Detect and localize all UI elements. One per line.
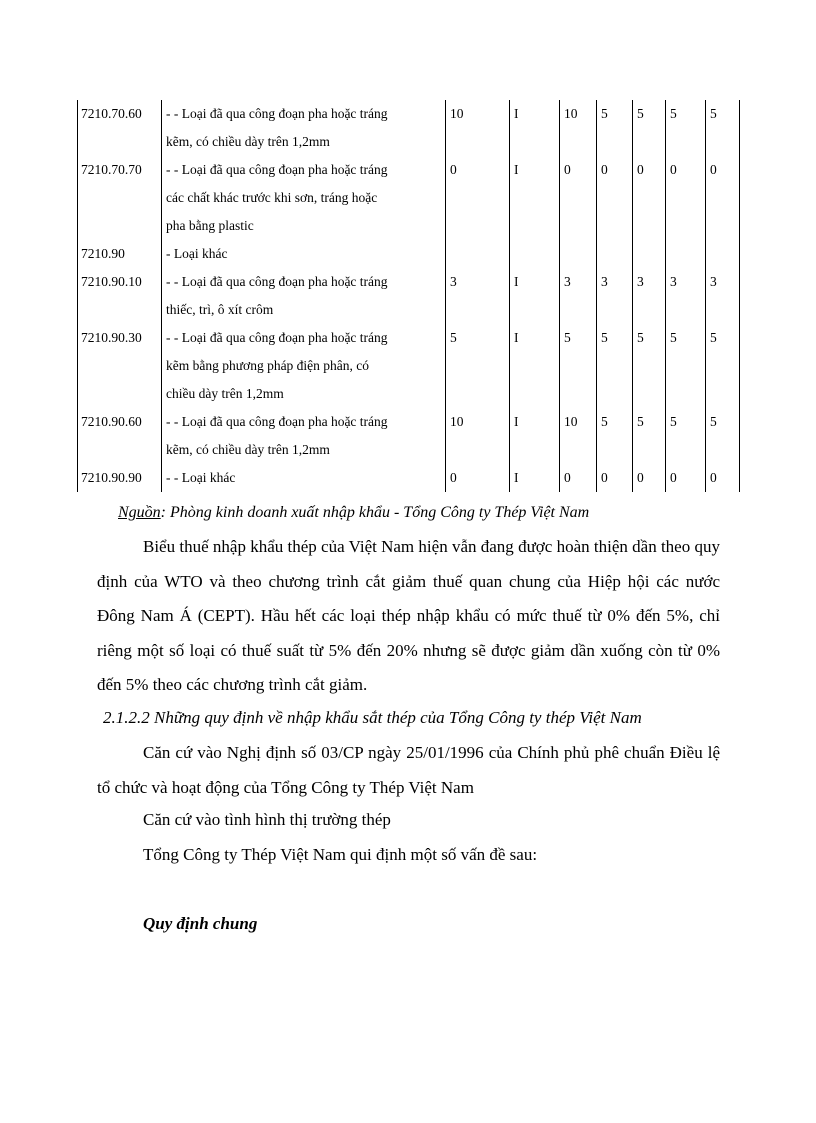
hs-code-cell: 7210.90.30 [78, 324, 162, 408]
hs-code-cell: 7210.70.60 [78, 100, 162, 156]
rate-cell: I [510, 408, 560, 464]
rate-cell: 5 [666, 100, 706, 156]
description-cell [162, 268, 446, 324]
description-cell [162, 324, 446, 408]
rate-cell: 0 [706, 464, 740, 492]
rate-cell: 5 [666, 408, 706, 464]
description-line: pha bằng plastic [166, 218, 254, 233]
table-row [78, 156, 740, 240]
rate-cell: 0 [666, 156, 706, 240]
rate-cell [446, 240, 510, 268]
description-line: kẽm, có chiều dày trên 1,2mm [166, 134, 330, 149]
description-cell [162, 408, 446, 464]
rate-cell: 0 [446, 464, 510, 492]
general-rules-heading: Quy định chung [143, 914, 258, 933]
rate-cell: 10 [446, 408, 510, 464]
rate-cell: 10 [560, 100, 597, 156]
description-line: - - Loại đã qua công đoạn pha hoặc tráng [166, 274, 388, 289]
rate-cell: 0 [560, 464, 597, 492]
source-note [118, 503, 589, 523]
description-cell [162, 156, 446, 240]
rate-cell: 3 [706, 268, 740, 324]
rate-cell: 5 [560, 324, 597, 408]
rate-cell: I [510, 464, 560, 492]
rate-cell: 10 [446, 100, 510, 156]
rate-cell: 0 [633, 464, 666, 492]
rate-cell: 10 [560, 408, 597, 464]
rate-cell: 5 [706, 324, 740, 408]
rate-cell: 0 [666, 464, 706, 492]
rate-cell: 5 [597, 100, 633, 156]
description-line: chiều dày trên 1,2mm [166, 386, 284, 401]
tariff-table-body [78, 100, 740, 492]
description-cell [162, 464, 446, 492]
rate-cell: 0 [633, 156, 666, 240]
hs-code-cell: 7210.90.90 [78, 464, 162, 492]
rate-cell: 5 [446, 324, 510, 408]
rate-cell: 3 [446, 268, 510, 324]
rate-cell [666, 240, 706, 268]
rate-cell: 5 [666, 324, 706, 408]
rate-cell: I [510, 100, 560, 156]
source-label: Nguồn [118, 504, 161, 521]
hs-code-cell: 7210.70.70 [78, 156, 162, 240]
rate-cell [510, 240, 560, 268]
description-line: - - Loại đã qua công đoạn pha hoặc tráng [166, 414, 388, 429]
table-row [78, 324, 740, 408]
table-row [78, 408, 740, 464]
rate-cell: I [510, 268, 560, 324]
rate-cell: 0 [597, 464, 633, 492]
paragraph-decree [97, 736, 720, 805]
description-line: - - Loại đã qua công đoạn pha hoặc tráng [166, 330, 388, 345]
regulation-intro-line: Tổng Công ty Thép Việt Nam qui định một số vấn đề sau: [143, 845, 538, 864]
rate-cell: 3 [666, 268, 706, 324]
description-line: thiếc, trì, ô xít crôm [166, 302, 274, 317]
table-row [78, 100, 740, 156]
rate-cell: 0 [706, 156, 740, 240]
source-text: : Phòng kinh doanh xuất nhập khẩu - Tổng Công ty Thép Việt Nam [160, 504, 590, 521]
rate-cell: 5 [633, 324, 666, 408]
description-line: - - Loại đã qua công đoạn pha hoặc tráng [166, 106, 388, 121]
rate-cell: 5 [706, 100, 740, 156]
rate-cell: 5 [597, 408, 633, 464]
description-line: - - Loại khác [166, 470, 236, 485]
rate-cell: 0 [446, 156, 510, 240]
description-line: - - Loại đã qua công đoạn pha hoặc tráng [166, 162, 388, 177]
rate-cell: I [510, 324, 560, 408]
rate-cell: 3 [560, 268, 597, 324]
rate-cell: 0 [560, 156, 597, 240]
table-row [78, 464, 740, 492]
rate-cell: 3 [633, 268, 666, 324]
hs-code-cell: 7210.90 [78, 240, 162, 268]
paragraph-decree-text: Căn cứ vào Nghị định số 03/CP ngày 25/01/1996 của Chính phủ phê chuẩn Điều lệ tổ chức và hoạt động của Tổng Công ty Thép Việt Nam [97, 743, 720, 797]
rate-cell: 5 [633, 100, 666, 156]
table-row [78, 240, 740, 268]
description-line: các chất khác trước khi sơn, tráng hoặc [166, 190, 378, 205]
paragraph-tariff-text: Biểu thuế nhập khẩu thép của Việt Nam hiện vẫn đang được hoàn thiện dần theo quy định của WTO và theo chương trình cắt giảm thuế quan chung của Hiệp hội các nước Đông Nam Á (CEPT). Hầu hết các loại thép nhập khẩu có mức thuế từ 0% đến 5%, chỉ riêng một số loại có thuế suất từ 5% đến 20% nhưng sẽ được giảm dần xuống còn từ 0% đến 5% theo các chương trình cắt giảm. [97, 537, 720, 694]
market-basis-line: Căn cứ vào tình hình thị trường thép [143, 810, 391, 829]
rate-cell [597, 240, 633, 268]
rate-cell: 3 [597, 268, 633, 324]
rate-cell [706, 240, 740, 268]
hs-code-cell: 7210.90.60 [78, 408, 162, 464]
rate-cell: I [510, 156, 560, 240]
rate-cell: 0 [597, 156, 633, 240]
rate-cell: 5 [633, 408, 666, 464]
paragraph-tariff-schedule [97, 530, 720, 703]
rate-cell [560, 240, 597, 268]
rate-cell: 5 [597, 324, 633, 408]
rate-cell: 5 [706, 408, 740, 464]
description-cell [162, 240, 446, 268]
tariff-table [77, 100, 740, 492]
section-heading: 2.1.2.2 Những quy định về nhập khẩu sắt thép của Tổng Công ty thép Việt Nam [103, 708, 642, 727]
rate-cell [633, 240, 666, 268]
hs-code-cell: 7210.90.10 [78, 268, 162, 324]
description-line: kẽm bằng phương pháp điện phân, có [166, 358, 370, 373]
description-line: - Loại khác [166, 246, 228, 261]
table-row [78, 268, 740, 324]
description-line: kẽm, có chiều dày trên 1,2mm [166, 442, 330, 457]
description-cell [162, 100, 446, 156]
